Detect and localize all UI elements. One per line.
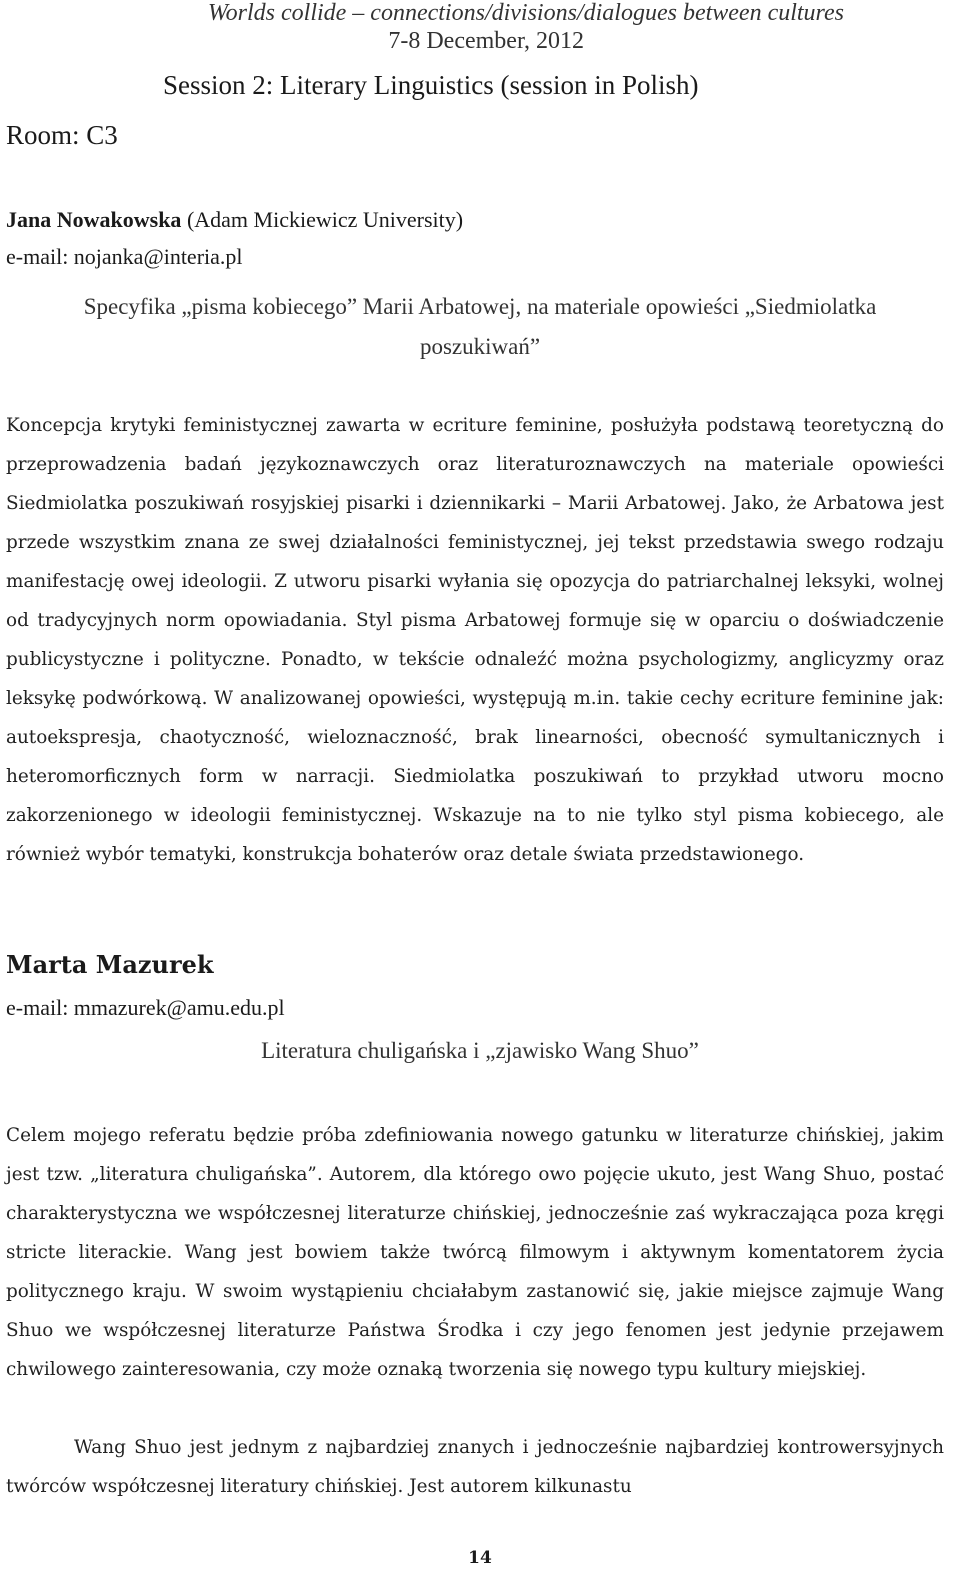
event-title: Worlds collide – connections/divisions/dialogues between cultures (207, 0, 844, 26)
author-2-name: Marta Mazurek (6, 950, 214, 979)
abstract-2-body-2: Wang Shuo jest jednym z najbardziej znanych i jednocześnie najbardziej kontrowersyjnych twórców współczesnej literatury chińskiej. Jest autorem kilkunastu (6, 1437, 944, 1497)
author-1-affiliation: (Adam Mickiewicz University) (181, 207, 464, 232)
author-1-line (6, 207, 463, 233)
session-title: Session 2: Literary Linguistics (session in Polish) (163, 70, 699, 100)
abstract-1-title: Specyfika „pisma kobiecego” Marii Arbatowej, na materiale opowieści „Siedmiolatka poszukiwań” (83, 294, 877, 359)
abstract-1-body: Koncepcja krytyki feministycznej zawarta w ecriture feminine, posłużyła podstawą teoretyczną do przeprowadzenia badań językoznawczych oraz literaturoznawczych na materiale opowieści Siedmiolatka poszukiwań rosyjskiej pisarki i dziennikarki – Marii Arbatowej. Jako, że Arbatowa jest przede wszystkim znana ze swej działalności feministycznej, jej tekst przedstawia swego rodzaju manifestację owej ideologii. Z utworu pisarki wyłania się opozycja do patriarchalnej leksyki, wolnej od tradycyjnych norm opowiadania. Styl pisma Arbatowej formuje się w oparciu o doświadczenie publicystyczne i polityczne. Ponadto, w tekście odnaleźć można psychologizmy, anglicyzmy oraz leksykę podwórkową. W analizowanej opowieści, występują m.in. takie cechy ecriture feminine jak: autoekspresja, chaotyczność, wieloznaczność, brak linearności, obecność symultanicznych i heteromorficznych form w narracji. Siedmiolatka poszukiwań to przykład utworu mocno zakorzenionego w ideologii feministycznej. Wskazuje na to nie tylko styl pisma kobiecego, ale również wybór tematyki, konstrukcja bohaterów oraz detale świata przedstawionego. (6, 415, 944, 865)
author-1-name: Jana Nowakowska (6, 207, 182, 232)
author-2-email: e-mail: mmazurek@amu.edu.pl (6, 995, 285, 1020)
page-number: 14 (468, 1548, 492, 1568)
abstract-2-body-1: Celem mojego referatu będzie próba zdefiniowania nowego gatunku w literaturze chińskiej, jakim jest tzw. „literatura chuligańska”. Autorem, dla którego owo pojęcie ukuto, jest Wang Shuo, postać charakterystyczna we współczesnej literaturze chińskiej, jednocześnie zaś wykraczająca poza kręgi stricte literackie. Wang jest bowiem także twórcą filmowym i aktywnym komentatorem życia politycznego kraju. W swoim wystąpieniu chciałabym zastanowić się, jakie miejsce zajmuje Wang Shuo we współczesnej literaturze Państwa Środka i czy jego fenomen jest jedynie przejawem chwilowego zainteresowania, czy może oznaką tworzenia się nowego typu kultury miejskiej. (6, 1125, 944, 1380)
event-date: 7-8 December, 2012 (388, 28, 584, 54)
abstract-2-title: Literatura chuligańska i „zjawisko Wang Shuo” (261, 1038, 699, 1063)
author-1-email: e-mail: nojanka@interia.pl (6, 244, 243, 269)
room-label: Room: C3 (6, 120, 118, 150)
